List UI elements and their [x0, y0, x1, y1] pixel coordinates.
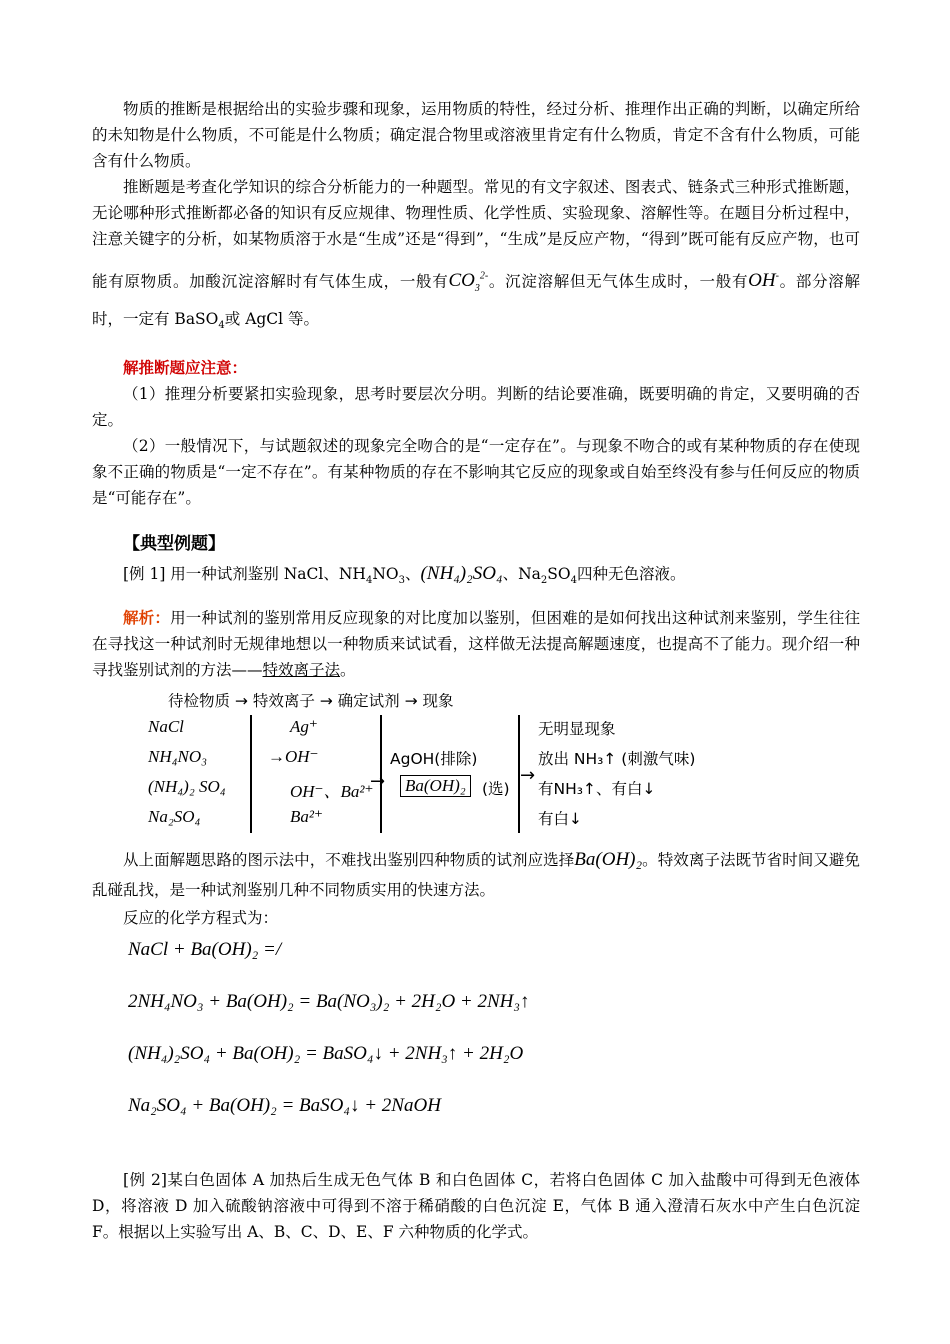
result-item: 放出 NH₃↑ (刺激气味) [538, 749, 696, 768]
intro-paragraph-2: 推断题是考查化学知识的综合分析能力的一种题型。常见的有文字叙述、图表式、链条式三种形式推断题，无论哪种形式推断都必备的知识有反应规律、物理性质、化学性质、实验现象、溶解性等。在题目分析过程中，注意关键字的分析，如某物质溶于水是“生成”还是“得到”，“生成”是反应产物，“得到”既可能有反应产物，也可能有原物质。加酸沉淀溶解时有气体生成，一般有$CO_3^{2-}$。沉淀溶解但无气体生成时，一般有OH-。部分溶解时，一定有 BaSO$_4$或 AgCl 等。 [92, 178, 860, 332]
formula-co3: $CO_3^{2-}$ [448, 270, 489, 295]
intro-text: 或 AgCl 等。 [224, 310, 320, 329]
arrow-icon: → [520, 764, 536, 786]
substance-item: Na₂SO₄ [148, 806, 201, 826]
intro-text: 。部分溶解时，一定有 BaSO [92, 272, 860, 329]
diagram-header: 待检物质 → 特效离子 → 确定试剂 → 现象 [168, 691, 454, 710]
ion-item: Ba²⁺ [290, 806, 323, 826]
substance-item: NaCl [148, 716, 184, 736]
reagent-chosen: Ba(OH)₂ [400, 775, 471, 797]
substance-item: NH₄NO₃ [148, 746, 208, 766]
identification-diagram [140, 689, 760, 837]
equation: NaCl + Ba(OH)₂ =/ [128, 938, 282, 960]
ion-item: →OH⁻ [268, 746, 319, 766]
equation: Na₂SO₄ + Ba(OH)₂ = BaSO₄↓ + 2NaOH [128, 1094, 441, 1116]
intro-paragraph-1: 物质的推断是根据给出的实验步骤和现象，运用物质的特性，经过分析、推理作出正确的判断，以确定所给的未知物是什么物质，不可能是什么物质；确定混合物里或溶液里肯定有什么物质，肯定不含有什么物质，可能含有什么物质。 [92, 100, 860, 170]
intro-text: 。沉淀溶解但无气体生成时，一般有 [488, 272, 749, 291]
divider [250, 715, 252, 833]
equations [92, 935, 860, 1143]
after-paragraph-1: 从上面解题思路的图示法中，不难找出鉴别四种物质的试剂应选择Ba(OH)₂。特效离子法既节省时间又避免乱碰乱找，是一种试剂鉴别几种不同物质实用的快速方法。 [92, 848, 860, 899]
ion-item: OH⁻、Ba²⁺ [290, 781, 374, 801]
substance-item: (NH₄)₂ SO₄ [148, 776, 226, 796]
example-2-question: [例 2]某白色固体 A 加热后生成无色气体 B 和白色固体 C，若将白色固体 C 加入盐酸中可得到无色液体 D，将溶液 D 加入硫酸钠溶液中可得到不溶于稀硝酸的白色沉淀 E，气体 B 通入澄清石灰水中产生白色沉淀 F。根据以上实验写出 A、B、C、D、E、F 六种物质的化学式。 [92, 1170, 860, 1241]
intro-text: 推断题是考查化学知识的综合分析能力的一种题型。常见的有文字叙述、图表式、链条式三种形式推断题，无论哪种形式推断都必备的知识有反应规律、物理性质、化学性质、实验现象、溶解性等。在题目分析过程中，注意关键字的分析，如某物质溶于水是“生成”还是“得到”，“生成”是反应产物，“得到”既可能有反应产物，也可能有原物质。加酸沉淀溶解时有气体生成，一般有 [92, 178, 860, 291]
section-title: 【典型例题】 [123, 534, 225, 555]
example-1-question: [例 1] 用一种试剂鉴别 NaCl、$NH_4NO_3$、(NH₄)₂SO₄、$Na_2SO_4$四种无色溶液。 [123, 563, 686, 587]
result-item: 有NH₃↑、有白↓ [538, 779, 656, 798]
notes-heading: 解推断题应注意： [123, 358, 248, 378]
result-item: 有白↓ [538, 809, 582, 828]
reagent-excluded: AgOH(排除) [390, 749, 478, 768]
method-name: 特效离子法 [262, 660, 341, 679]
result-item: 无明显现象 [538, 719, 616, 738]
formula-oh: OH- [748, 270, 779, 292]
formula-nh4-2-so4: (NH₄)₂SO₄ [420, 563, 503, 585]
equation: 2NH₄NO₃ + Ba(OH)₂ = Ba(NO₃)₂ + 2H₂O + 2NH₃↑ [128, 990, 530, 1012]
note-2: （2）一般情况下，与试题叙述的现象完全吻合的是“一定存在”。与现象不吻合的或有某种物质的存在使现象不正确的物质是“一定不存在”。有某种物质的存在不影响其它反应的现象或自始至终没有参与任何反应的物质是“可能存在”。 [92, 437, 860, 508]
after-paragraph-2: 反应的化学方程式为： [123, 908, 279, 927]
note-1: （1）推理分析要紧扣实验现象，思考时要层次分明。判断的结论要准确，既要明确的肯定，又要明确的否定。 [92, 385, 860, 430]
arrow-icon: → [370, 770, 386, 792]
ion-item: Ag⁺ [290, 716, 318, 736]
reagent-chosen-note: (选) [482, 779, 510, 798]
document-page [92, 96, 860, 1245]
example-1-analysis: 解析：用一种试剂的鉴别常用反应现象的对比度加以鉴别，但困难的是如何找出这种试剂来鉴别，学生往往在寻找这一种试剂时无规律地想以一种物质来试试看，这样做无法提高解题速度，也提高不了能力。现介绍一种寻找鉴别试剂的方法——特效离子法。 [92, 607, 860, 679]
formula-reagent: Ba(OH)₂ [574, 848, 643, 870]
equation: (NH₄)₂SO₄ + Ba(OH)₂ = BaSO₄↓ + 2NH₃↑ + 2H₂O [128, 1042, 524, 1064]
